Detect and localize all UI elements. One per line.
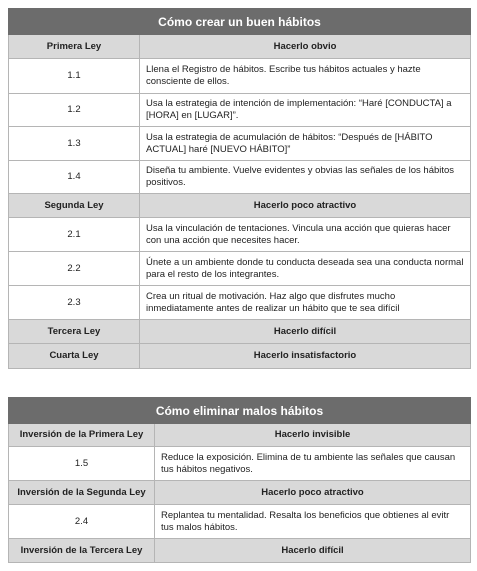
- section-header-row: [9, 35, 471, 59]
- law-label: Inversión de la Tercera Ley: [9, 539, 155, 563]
- law-heading: Hacerlo difícil: [140, 320, 471, 344]
- section-header-row: [9, 424, 471, 447]
- break-habits-table: [8, 397, 471, 563]
- law-label: Primera Ley: [9, 35, 140, 59]
- table-title: Cómo crear un buen hábitos: [9, 9, 471, 35]
- section-header-row: [9, 194, 471, 218]
- law-label: Cuarta Ley: [9, 344, 140, 369]
- row-description: Únete a un ambiente donde tu conducta deseada sea una conducta normal para el resto de los integrantes.: [140, 252, 471, 286]
- row-number: 2.2: [9, 252, 140, 286]
- table-row: [9, 59, 471, 94]
- law-label: Inversión de la Primera Ley: [9, 424, 155, 447]
- section-header-row: [9, 320, 471, 344]
- row-number: 2.4: [9, 505, 155, 539]
- row-number: 1.4: [9, 161, 140, 194]
- law-heading: Hacerlo poco atractivo: [155, 481, 471, 505]
- row-description: Crea un ritual de motivación. Haz algo que disfrutes mucho inmediatamente antes de realizar un hábito que te sea difícil: [140, 286, 471, 320]
- table-row: [9, 127, 471, 161]
- section-header-row: [9, 344, 471, 369]
- table-row: [9, 218, 471, 252]
- row-description: Diseña tu ambiente. Vuelve evidentes y obvias las señales de los hábitos positivos.: [140, 161, 471, 194]
- table-row: [9, 505, 471, 539]
- create-habits-table: [8, 8, 471, 369]
- row-number: 1.5: [9, 447, 155, 481]
- row-number: 2.1: [9, 218, 140, 252]
- table-row: [9, 94, 471, 127]
- law-heading: Hacerlo invisible: [155, 424, 471, 447]
- row-description: Reduce la exposición. Elimina de tu ambiente las señales que causan tus hábitos negativos.: [155, 447, 471, 481]
- row-description: Usa la estrategia de intención de implementación: “Haré [CONDUCTA] a [HORA] en [LUGAR]”.: [140, 94, 471, 127]
- row-description: Usa la estrategia de acumulación de hábitos: “Después de [HÁBITO ACTUAL] haré [NUEVO HÁBITO]”: [140, 127, 471, 161]
- row-description: Usa la vinculación de tentaciones. Vincula una acción que quieras hacer con una acción que necesites hacer.: [140, 218, 471, 252]
- table-row: [9, 286, 471, 320]
- table-row: [9, 252, 471, 286]
- table-row: [9, 161, 471, 194]
- law-label: Segunda Ley: [9, 194, 140, 218]
- row-number: 2.3: [9, 286, 140, 320]
- law-heading: Hacerlo obvio: [140, 35, 471, 59]
- table-title: Cómo eliminar malos hábitos: [9, 398, 471, 424]
- row-description: Replantea tu mentalidad. Resalta los beneficios que obtienes al evitr tus malos hábitos.: [155, 505, 471, 539]
- law-heading: Hacerlo difícil: [155, 539, 471, 563]
- law-heading: Hacerlo insatisfactorio: [140, 344, 471, 369]
- law-label: Inversión de la Segunda Ley: [9, 481, 155, 505]
- table-row: [9, 447, 471, 481]
- law-label: Tercera Ley: [9, 320, 140, 344]
- law-heading: Hacerlo poco atractivo: [140, 194, 471, 218]
- section-header-row: [9, 481, 471, 505]
- row-number: 1.3: [9, 127, 140, 161]
- row-number: 1.1: [9, 59, 140, 94]
- row-description: Llena el Registro de hábitos. Escribe tus hábitos actuales y hazte consciente de ellos.: [140, 59, 471, 94]
- section-header-row: [9, 539, 471, 563]
- row-number: 1.2: [9, 94, 140, 127]
